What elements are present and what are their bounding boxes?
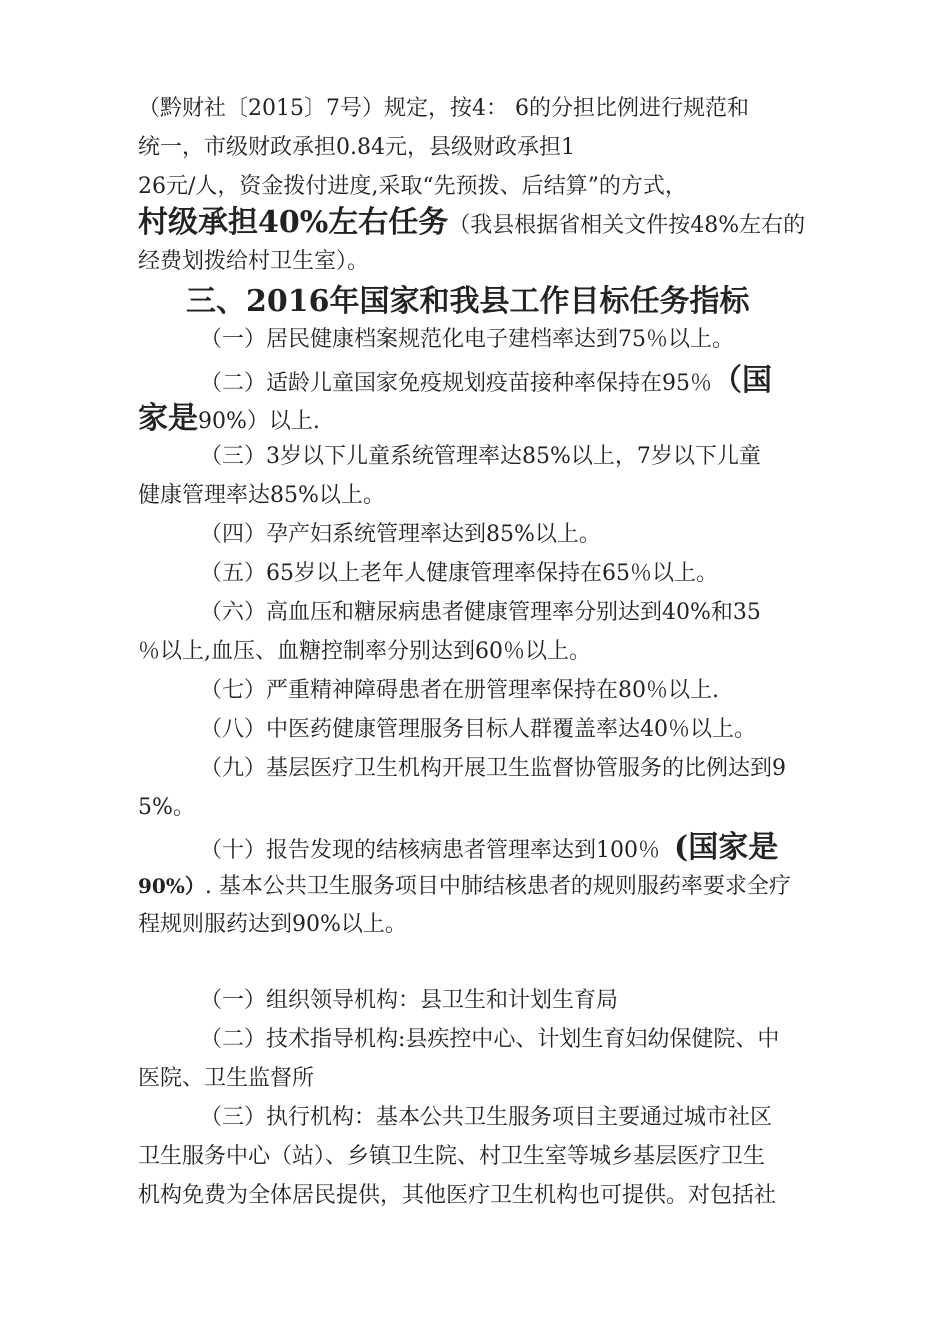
item-9-line-2: 5%。	[138, 795, 195, 820]
item-2-bold-open: （国	[712, 363, 772, 398]
item-5: （五）65岁以上老年人健康管理率保持在65％以上。	[200, 561, 718, 586]
text-line-3: 26元/人，资金拨付进度,采取“先预拨、后结算”的方式，	[138, 174, 687, 199]
org-1: （一）组织领导机构：县卫生和计划生育局	[200, 988, 619, 1013]
item-1: （一）居民健康档案规范化电子建档率达到75％以上。	[200, 327, 734, 352]
item-7: （七）严重精神障碍患者在册管理率保持在80％以上.	[200, 678, 719, 703]
item-6-line-2: ％以上,血压、血糖控制率分别达到60％以上。	[138, 639, 591, 664]
item-10-line-2	[138, 871, 818, 902]
item-2-text: （二）适龄儿童国家免疫规划疫苗接种率保持在95％	[200, 371, 712, 396]
item-3-line-1: （三）3岁以下儿童系统管理率达85%以上，7岁以下儿童	[200, 444, 761, 469]
item-10-line-3: 程规则服药达到90%以上。	[138, 912, 407, 937]
text-line-4	[138, 204, 818, 245]
text-line-5: 经费划拨给村卫生室）。	[138, 249, 370, 274]
item-9-line-1: （九）基层医疗卫生机构开展卫生监督协管服务的比例达到9	[200, 756, 786, 781]
text-line-2: 统一，市级财政承担0.84元，县级财政承担1	[138, 135, 575, 160]
county-note: （我县根据省相关文件按48%左右的	[448, 213, 806, 238]
org-2-line-1: （二）技术指导机构:县疾控中心、计划生育妇幼保健院、中	[200, 1027, 780, 1052]
text-line-1: （黔财社〔2015〕7号）规定，按4： 6的分担比例进行规范和	[138, 96, 749, 121]
item-2-line-1	[200, 362, 820, 402]
item-2-rest: 90%）以上.	[198, 409, 320, 434]
bold-village-share: 村级承担40%左右任务	[138, 205, 449, 240]
item-2-bold-country: 家是	[138, 401, 198, 436]
item-10-bold-country: (国家是	[674, 830, 779, 865]
item-6-line-1: （六）高血压和糖尿病患者健康管理率分别达到40%和35	[200, 600, 761, 625]
item-3-line-2: 健康管理率达85%以上。	[138, 483, 385, 508]
item-10-rest: . 基本公共卫生服务项目中肺结核患者的规则服药率要求全疗	[204, 874, 791, 899]
org-3-line-3: 机构免费为全体居民提供，其他医疗卫生机构也可提供。对包括社	[138, 1183, 777, 1208]
item-10-bold-percent: 90%）	[138, 874, 205, 898]
section-heading: 三、2016年国家和我县工作目标任务指标	[186, 284, 750, 319]
org-2-line-2: 医院、卫生监督所	[138, 1066, 315, 1091]
item-4: （四）孕产妇系统管理率达到85%以上。	[200, 522, 601, 547]
item-10-line-1	[200, 829, 820, 869]
item-10-text: （十）报告发现的结核病患者管理率达到100％	[200, 838, 660, 863]
org-3-line-1: （三）执行机构：基本公共卫生服务项目主要通过城市社区	[200, 1105, 773, 1130]
item-8: （八）中医药健康管理服务目标人群覆盖率达40％以上。	[200, 717, 756, 742]
org-3-line-2: 卫生服务中心（站）、乡镇卫生院、村卫生室等城乡基层医疗卫生	[138, 1144, 766, 1169]
item-2-line-2	[138, 400, 818, 440]
